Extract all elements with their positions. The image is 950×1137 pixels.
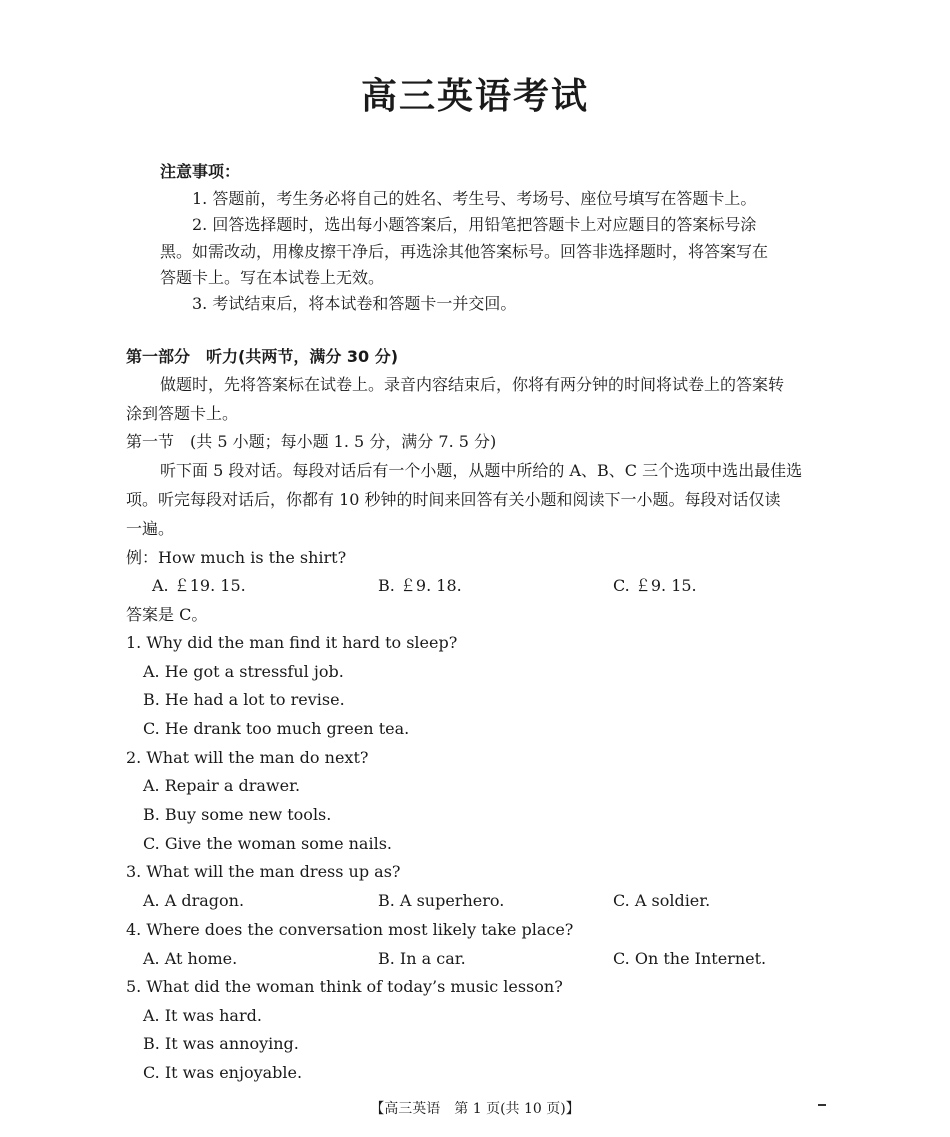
question-3: 3. What will the man dress up as? xyxy=(126,862,401,881)
page-title: 高三英语考试 xyxy=(360,76,589,117)
notes-item-3: 3. 考试结束后，将本试卷和答题卡一并交回。 xyxy=(192,294,517,313)
example-question: 例：How much is the shirt? xyxy=(126,548,347,567)
part1-intro-line-1: 做题时，先将答案标在试卷上。录音内容结束后，你将有两分钟的时间将试卷上的答案转 xyxy=(160,375,785,394)
section1-instruction-line-3: 一遍。 xyxy=(126,519,175,538)
question-4: 4. Where does the conversation most likely take place? xyxy=(126,920,574,939)
example-option-a: A. ￡19. 15. xyxy=(152,576,246,595)
page-footer: 【高三英语 第 1 页(共 10 页)】 xyxy=(370,1101,580,1117)
notes-item-2-line-3: 答题卡上。写在本试卷上无效。 xyxy=(160,268,385,287)
question-2-option-a: A. Repair a drawer. xyxy=(143,776,301,795)
section1-instruction-line-2: 项。听完每段对话后，你都有 10 秒钟的时间来回答有关小题和阅读下一小题。每段对话仅读 xyxy=(126,490,781,509)
section1-instruction-line-1: 听下面 5 段对话。每段对话后有一个小题，从题中所给的 A、B、C 三个选项中选出最佳选 xyxy=(160,461,803,480)
example-option-c: C. ￡9. 15. xyxy=(613,576,697,595)
question-4-option-c: C. On the Internet. xyxy=(613,949,767,968)
question-4-option-a: A. At home. xyxy=(143,949,238,968)
notes-heading: 注意事项： xyxy=(160,162,241,181)
question-3-option-b: B. A superhero. xyxy=(378,891,505,910)
question-1-option-a: A. He got a stressful job. xyxy=(143,662,344,681)
section1-heading: 第一节 (共 5 小题；每小题 1. 5 分，满分 7. 5 分) xyxy=(126,432,497,451)
question-5-option-c: C. It was enjoyable. xyxy=(143,1063,303,1082)
part1-heading: 第一部分 听力(共两节，满分 30 分) xyxy=(126,347,399,366)
question-2-option-c: C. Give the woman some nails. xyxy=(143,834,392,853)
question-4-option-b: B. In a car. xyxy=(378,949,466,968)
question-2-option-b: B. Buy some new tools. xyxy=(143,805,332,824)
question-1-option-b: B. He had a lot to revise. xyxy=(143,690,345,709)
notes-item-1: 1. 答题前，考生务必将自己的姓名、考生号、考场号、座位号填写在答题卡上。 xyxy=(192,189,757,208)
question-1: 1. Why did the man find it hard to sleep? xyxy=(126,633,458,652)
question-3-option-a: A. A dragon. xyxy=(143,891,245,910)
question-5: 5. What did the woman think of today’s music lesson? xyxy=(126,977,563,996)
corner-mark xyxy=(818,1104,826,1106)
example-option-b: B. ￡9. 18. xyxy=(378,576,462,595)
question-5-option-a: A. It was hard. xyxy=(143,1006,262,1025)
question-1-option-c: C. He drank too much green tea. xyxy=(143,719,410,738)
notes-item-2-line-2: 黑。如需改动，用橡皮擦干净后，再选涂其他答案标号。回答非选择题时，将答案写在 xyxy=(160,242,769,261)
question-5-option-b: B. It was annoying. xyxy=(143,1034,299,1053)
notes-item-2-line-1: 2. 回答选择题时，选出每小题答案后，用铅笔把答题卡上对应题目的答案标号涂 xyxy=(192,215,757,234)
example-answer: 答案是 C。 xyxy=(126,605,208,624)
part1-intro-line-2: 涂到答题卡上。 xyxy=(126,404,239,423)
question-3-option-c: C. A soldier. xyxy=(613,891,711,910)
question-2: 2. What will the man do next? xyxy=(126,748,369,767)
